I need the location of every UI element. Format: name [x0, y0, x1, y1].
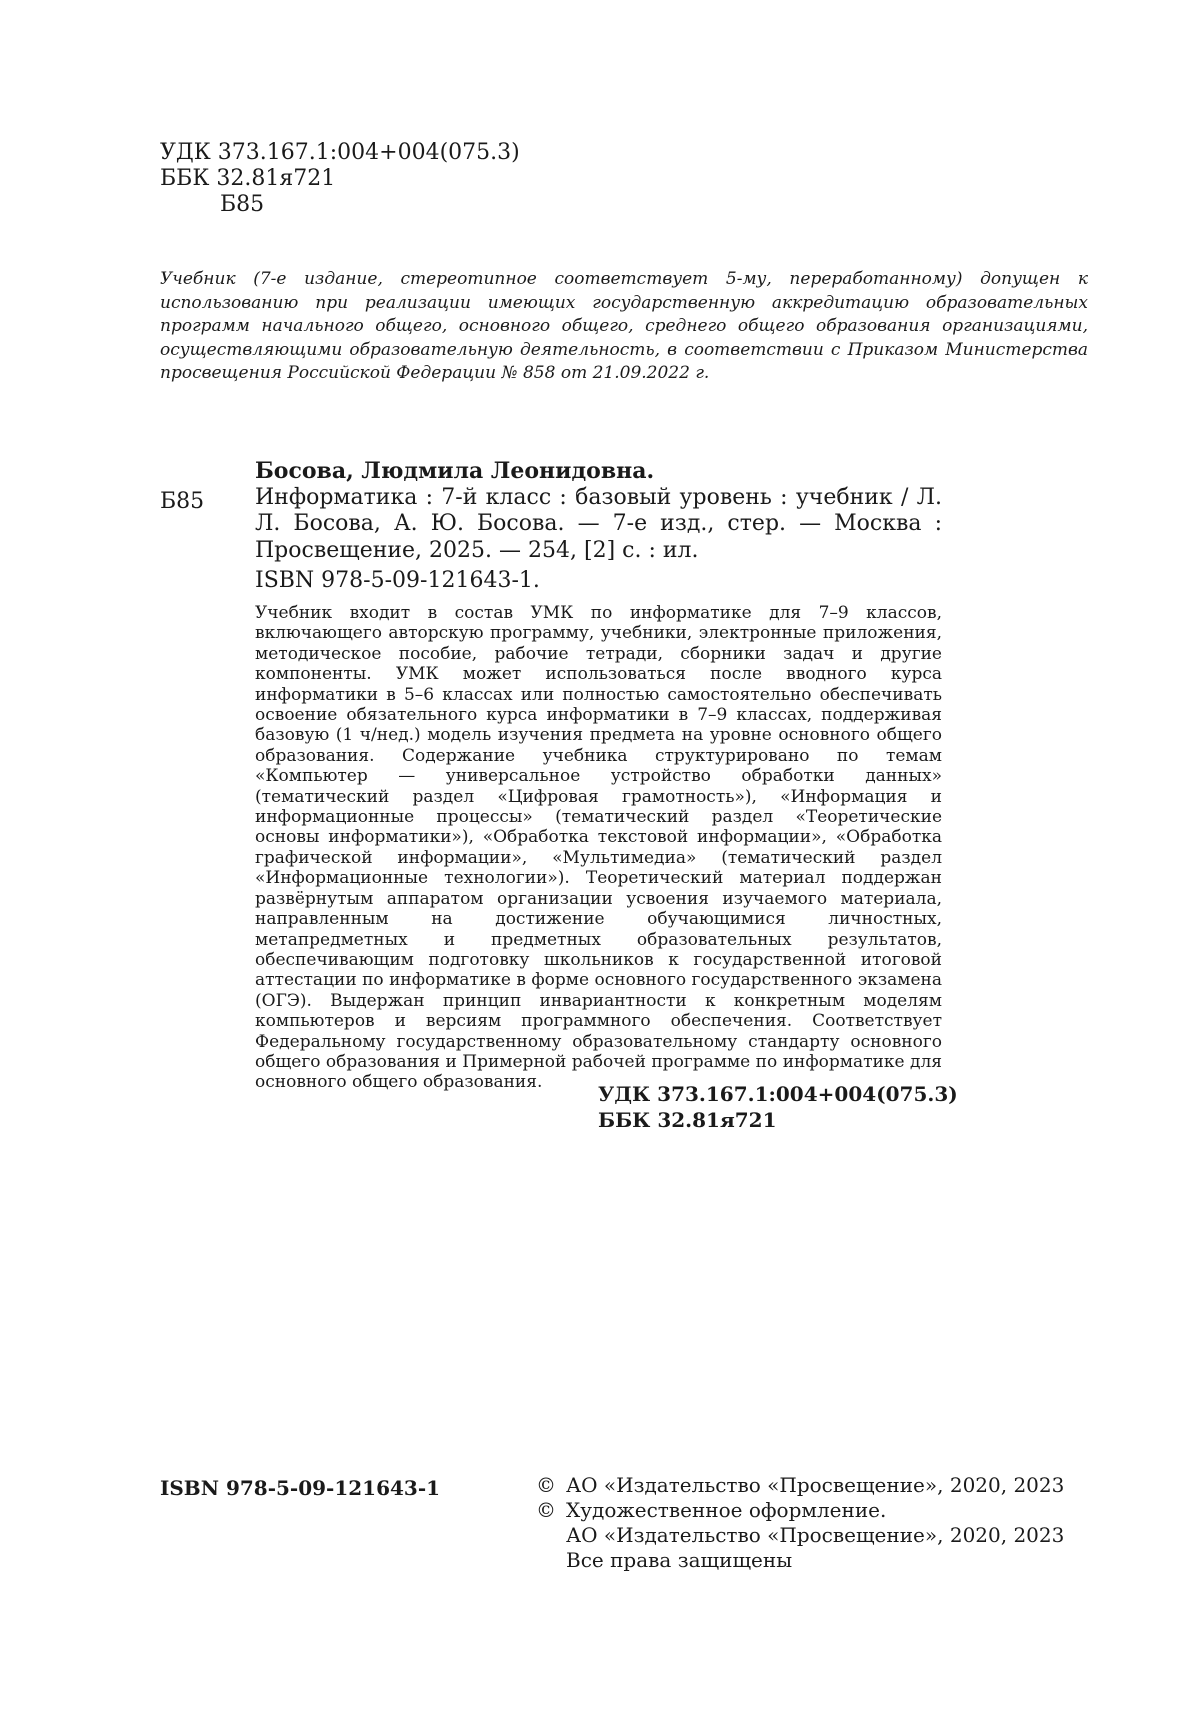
- copyright-row-publisher: [536, 1473, 1096, 1498]
- header-classification-codes: [160, 140, 520, 218]
- annotation-text: Учебник входит в состав УМК по информатике для 7–9 классов, включающего авторскую программу, учебники, электронные приложения, методическое пособие, рабочие тетради, сборники задач и другие компоненты. УМК может использоваться после вводного курса информатики в 5–6 классах или полностью самостоятельно обеспечивать освоение обязательного курса информатики в 7–9 классах, поддерживая базовую (1 ч/нед.) модель изучения предмета на уровне основного общего образования. Содержание учебника структурировано по темам «Компьютер — универсальное устройство обработки данных» (тематический раздел «Цифровая грамотность»), «Информация и информационные процессы» (тематический раздел «Теоретические основы информатики»), «Обработка текстовой информации», «Обработка графической информации», «Мультимедиа» (тематический раздел «Информационные технологии»). Теоретический материал поддержан развёрнутым аппаратом организации усвоения изучаемого материала, направленным на достижение обучающимися личностных, метапредметных и предметных образовательных результатов, обеспечивающим подготовку школьников к государственной итоговой аттестации по информатике в форме основного государственного экзамена (ОГЭ). Выдержан принцип инвариантности к конкретным моделям компьютеров и версиям программного обеспечения. Соответствует Федеральному государственному образовательному стандарту основного общего образования и Примерной рабочей программе по информатике для основного общего образования.: [255, 603, 942, 1093]
- approval-notice: Учебник (7-е издание, стереотипное соответствует 5-му, переработанному) допущен к использованию при реализации имеющих государственную аккредитацию образовательных программ начального общего, основного общего, среднего общего образования организациями, осуществляющими образовательную деятельность, в соответствии с Приказом Министерства просвещения Российской Федерации № 858 от 21.09.2022 г.: [160, 269, 1088, 383]
- footer-bbk-code: ББК 32.81я721: [598, 1108, 777, 1132]
- biblio-cutter-code: Б85: [160, 489, 205, 514]
- bibliographic-record: [160, 458, 942, 595]
- copyright-icon: ©: [536, 1498, 556, 1522]
- biblio-isbn: ISBN 978-5-09-121643-1.: [255, 568, 540, 593]
- udk-code: УДК 373.167.1:004+004(075.3): [160, 140, 520, 165]
- footer-udk-code: УДК 373.167.1:004+004(075.3): [598, 1082, 958, 1106]
- copyright-design-title: Художественное оформление.: [566, 1498, 887, 1522]
- copyright-row-design: [536, 1498, 1096, 1523]
- bbk-code: ББК 32.81я721: [160, 166, 336, 191]
- annotation-paragraph: [255, 603, 942, 1093]
- footer-isbn: ISBN 978-5-09-121643-1: [160, 1476, 441, 1500]
- copyright-design-publisher: АО «Издательство «Просвещение», 2020, 2023: [566, 1523, 1065, 1547]
- rights-reserved: Все права защищены: [566, 1548, 793, 1572]
- footer-classification-codes: [598, 1081, 958, 1133]
- book-title-description: Информатика : 7-й класс : базовый уровень : учебник / Л. Л. Босова, А. Ю. Босова. — 7-е изд., стер. — Москва : Просвещение, 2025. — 254, [2] с. : ил.: [255, 484, 942, 563]
- cutter-code: Б85: [220, 192, 265, 217]
- copyright-publisher-text: АО «Издательство «Просвещение», 2020, 2023: [566, 1473, 1065, 1497]
- author-name: Босова, Людмила Леонидовна.: [255, 458, 655, 484]
- copyright-icon: ©: [536, 1473, 556, 1497]
- copyright-block: [536, 1473, 1096, 1573]
